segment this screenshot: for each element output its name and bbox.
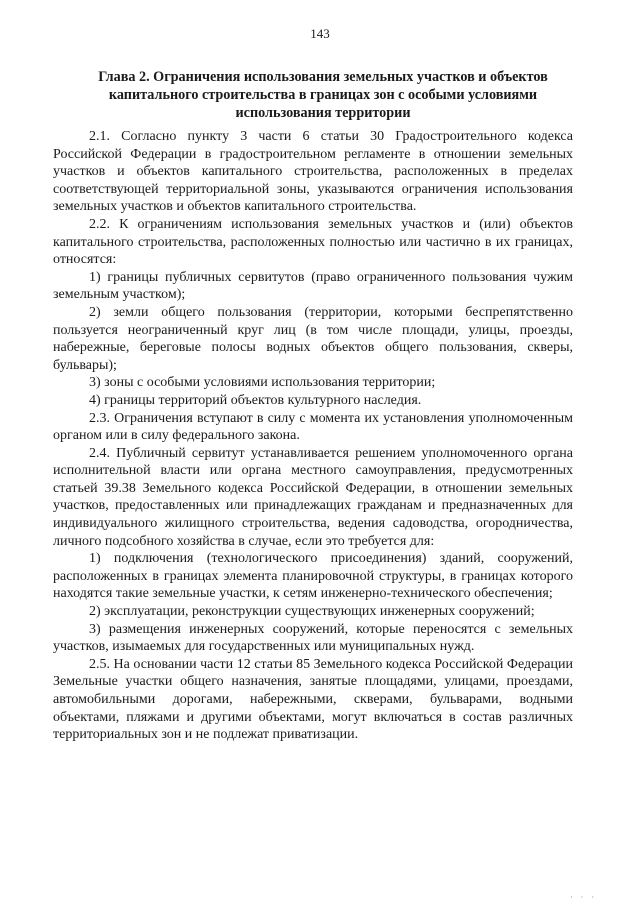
scan-artifact: · · · [570, 893, 597, 902]
body-text [53, 128, 573, 744]
page-number: 143 [310, 26, 330, 41]
paragraph-2-1: 2.1. Согласно пункту 3 части 6 статьи 30 Градостроительного кодекса Российской Федерации в градостроительном регламенте в отношении земельных участков и объектов капитального строительства, расположенных в пределах соответствующей территориальной зоны, указываются ограничения использования земельных участков и объектов капитального строительства. [53, 129, 573, 215]
list-item: 1) подключения (технологического присоединения) зданий, сооружений, расположенных в границах элемента планировочной структуры, в границах которого находятся такие земельные участки, к сетям инженерно-технического обеспечения; [53, 551, 573, 602]
chapter-heading: Глава 2. Ограничения использования земельных участков и объектов капитального строительства в границах зон с особыми условиями использования территории [98, 69, 548, 121]
list-item: 1) границы публичных сервитутов (право ограниченного пользования чужим земельным участком); [53, 269, 573, 303]
list-item: 2) земли общего пользования (территории, которыми беспрепятственно пользуется неограниченный круг лиц (в том числе площади, улицы, проезды, набережные, береговые полосы водных объектов общего пользования, скверы, бульвары); [53, 304, 573, 373]
paragraph-2-5: 2.5. На основании части 12 статьи 85 Земельного кодекса Российской Федерации Земельные участки общего назначения, занятые площадями, улицами, проездами, автомобильными дорогами, набережными, скверами, бульварами, водными объектами, пляжами и другими объектами, могут включаться в состав различных территориальных зон и не подлежат приватизации. [53, 656, 573, 743]
paragraph-2-2: 2.2. К ограничениям использования земельных участков и (или) объектов капитального строительства, расположенных полностью или частично в их границах, относятся: [53, 216, 573, 268]
paragraph-2-3: 2.3. Ограничения вступают в силу с момента их установления уполномоченным органом или в силу федерального закона. [53, 410, 573, 444]
paragraph-2-4: 2.4. Публичный сервитут устанавливается решением уполномоченного органа исполнительной власти или органа местного самоуправления, предусмотренных статьей 39.38 Земельного кодекса Российской Федерации, в отношении земельных участков, предоставленных или принадлежащих гражданам и предназначенных для индивидуального жилищного строительства, ведения садоводства, огородничества, личного подсобного хозяйства в случае, если это требуется для: [53, 445, 573, 549]
list-item: 4) границы территорий объектов культурного наследия. [89, 392, 422, 408]
list-item: 2) эксплуатации, реконструкции существующих инженерных сооружений; [89, 604, 535, 620]
list-item: 3) размещения инженерных сооружений, которые переносятся с земельных участков, изымаемых для государственных или муниципальных нужд. [53, 621, 573, 655]
list-item: 3) зоны с особыми условиями использования территории; [89, 375, 436, 391]
